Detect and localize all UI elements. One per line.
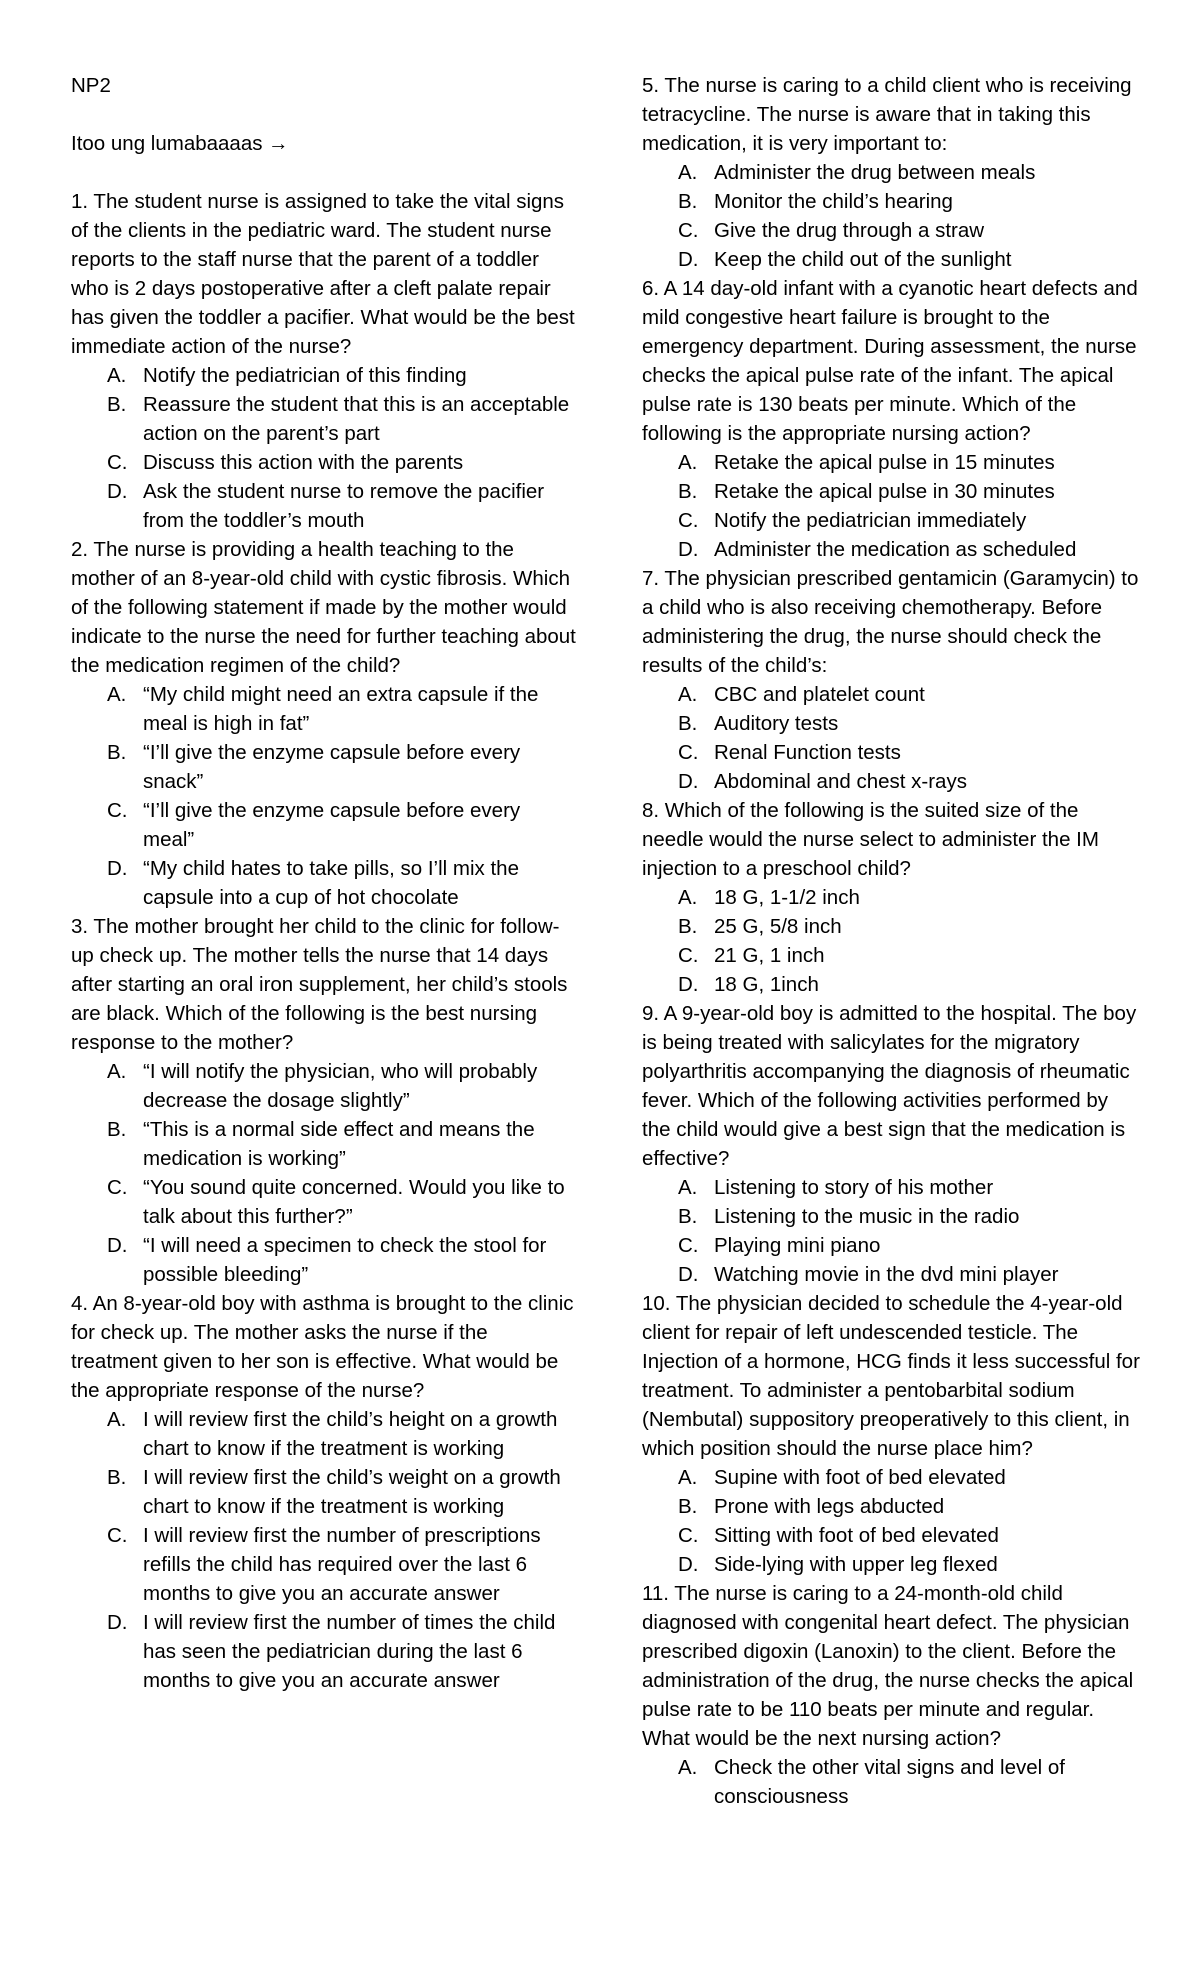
question-block (642, 796, 1142, 999)
option-letter: A. (107, 1408, 127, 1431)
option-text: 18 G, 1-1/2 inch (714, 886, 860, 909)
option-text: Reassure the student that this is an acceptable action on the parent’s part (143, 393, 570, 445)
question-stem: 3. The mother brought her child to the clinic for follow-up check up. The mother tells the nurse that 14 days after starting an oral iron supplement, her child’s stools are black. Which of the following is the best nursing response to the mother? (71, 915, 568, 1054)
option-letter: B. (678, 480, 698, 503)
right-column (642, 71, 1142, 1811)
option-letter: C. (678, 1524, 699, 1547)
left-question-list (71, 187, 576, 1695)
option-text: Prone with legs abducted (714, 1495, 945, 1518)
option-letter: B. (678, 915, 698, 938)
option-letter: D. (678, 248, 699, 271)
document-subtitle: Itoo ung lumabaaaas → (71, 132, 289, 155)
option-letter: C. (678, 219, 699, 242)
answer-option (71, 1115, 576, 1173)
answer-option (71, 680, 576, 738)
option-letter: A. (678, 1176, 698, 1199)
answer-option (642, 941, 1142, 970)
answer-option (642, 1202, 1142, 1231)
option-text: I will review first the number of prescriptions refills the child has required over the last 6 months to give you an accurate answer (143, 1524, 541, 1605)
option-text: I will review first the number of times the child has seen the pediatrician during the last 6 months to give you an accurate answer (143, 1611, 556, 1692)
option-text: 25 G, 5/8 inch (714, 915, 842, 938)
option-text: Supine with foot of bed elevated (714, 1466, 1006, 1489)
option-text: Side-lying with upper leg flexed (714, 1553, 998, 1576)
option-letter: C. (107, 1524, 128, 1547)
option-text: 21 G, 1 inch (714, 944, 825, 967)
question-block (642, 274, 1142, 564)
question-stem: 5. The nurse is caring to a child client who is receiving tetracycline. The nurse is aware that in taking this medication, it is very important to: (642, 74, 1132, 155)
option-letter: B. (107, 1118, 127, 1141)
question-block (642, 71, 1142, 274)
right-question-list (642, 71, 1142, 1811)
answer-option (642, 187, 1142, 216)
question-stem: 2. The nurse is providing a health teaching to the mother of an 8-year-old child with cystic fibrosis. Which of the following statement if made by the mother would indicate to the nurse the need for further teaching about the medication regimen of the child? (71, 538, 576, 677)
question-stem: 7. The physician prescribed gentamicin (Garamycin) to a child who is also receiving chemotherapy. Before administering the drug, the nurse should check the results of the child’s: (642, 567, 1139, 677)
option-letter: A. (107, 1060, 127, 1083)
option-text: Notify the pediatrician immediately (714, 509, 1027, 532)
option-letter: B. (678, 1205, 698, 1228)
option-text: Watching movie in the dvd mini player (714, 1263, 1059, 1286)
answer-option (71, 796, 576, 854)
option-letter: D. (107, 857, 128, 880)
option-letter: C. (107, 1176, 128, 1199)
option-letter: D. (107, 1234, 128, 1257)
left-column (71, 71, 576, 1695)
answer-option (71, 448, 576, 477)
option-text: “I will need a specimen to check the stool for possible bleeding” (143, 1234, 547, 1286)
option-text: Listening to story of his mother (714, 1176, 994, 1199)
option-text: CBC and platelet count (714, 683, 925, 706)
option-text: Check the other vital signs and level of consciousness (714, 1756, 1065, 1808)
answer-option (642, 1753, 1142, 1811)
option-text: I will review first the child’s height on a growth chart to know if the treatment is working (143, 1408, 558, 1460)
answer-option (71, 738, 576, 796)
option-text: “You sound quite concerned. Would you like to talk about this further?” (143, 1176, 565, 1228)
option-letter: C. (678, 741, 699, 764)
option-text: Administer the drug between meals (714, 161, 1036, 184)
option-text: “My child might need an extra capsule if the meal is high in fat” (143, 683, 539, 735)
option-letter: D. (678, 770, 699, 793)
question-block (71, 187, 576, 535)
option-letter: B. (107, 1466, 127, 1489)
answer-option (642, 477, 1142, 506)
option-letter: D. (107, 1611, 128, 1634)
answer-option (642, 245, 1142, 274)
question-block (71, 912, 576, 1289)
question-block (642, 1579, 1142, 1811)
option-text: Give the drug through a straw (714, 219, 985, 242)
option-text: Listening to the music in the radio (714, 1205, 1020, 1228)
option-text: 18 G, 1inch (714, 973, 819, 996)
answer-option (642, 912, 1142, 941)
answer-option (71, 854, 576, 912)
answer-option (71, 1463, 576, 1521)
question-block (642, 999, 1142, 1289)
option-text: “I will notify the physician, who will probably decrease the dosage slightly” (143, 1060, 538, 1112)
option-text: Renal Function tests (714, 741, 901, 764)
spacer (71, 158, 576, 187)
answer-option (642, 1231, 1142, 1260)
option-letter: A. (107, 364, 127, 387)
option-letter: B. (678, 190, 698, 213)
option-text: Sitting with foot of bed elevated (714, 1524, 999, 1547)
option-letter: C. (678, 944, 699, 967)
option-text: Playing mini piano (714, 1234, 881, 1257)
question-stem: 9. A 9-year-old boy is admitted to the hospital. The boy is being treated with salicylates for the migratory polyarthritis accompanying the diagnosis of rheumatic fever. Which of the following activities performed by the child would give a best sign that the medication is effective? (642, 1002, 1137, 1170)
option-text: Discuss this action with the parents (143, 451, 464, 474)
answer-option (642, 1550, 1142, 1579)
option-text: “I’ll give the enzyme capsule before every meal” (143, 799, 521, 851)
answer-option (71, 1521, 576, 1608)
option-letter: D. (107, 480, 128, 503)
option-letter: D. (678, 1263, 699, 1286)
answer-option (71, 1173, 576, 1231)
option-text: Abdominal and chest x-rays (714, 770, 967, 793)
option-letter: A. (678, 1466, 698, 1489)
option-text: “I’ll give the enzyme capsule before every snack” (143, 741, 521, 793)
option-text: Monitor the child’s hearing (714, 190, 953, 213)
answer-option (71, 1231, 576, 1289)
question-stem: 8. Which of the following is the suited size of the needle would the nurse select to administer the IM injection to a preschool child? (642, 799, 1099, 880)
option-letter: B. (107, 393, 127, 416)
option-letter: A. (678, 161, 698, 184)
answer-option (642, 767, 1142, 796)
option-text: “My child hates to take pills, so I’ll mix the capsule into a cup of hot chocolate (143, 857, 519, 909)
answer-option (642, 158, 1142, 187)
option-letter: C. (107, 451, 128, 474)
option-text: Keep the child out of the sunlight (714, 248, 1012, 271)
answer-option (71, 1405, 576, 1463)
answer-option (71, 477, 576, 535)
option-letter: B. (107, 741, 127, 764)
spacer (71, 100, 576, 129)
option-letter: C. (107, 799, 128, 822)
answer-option (642, 709, 1142, 738)
answer-option (71, 1608, 576, 1695)
option-letter: A. (678, 886, 698, 909)
question-stem: 4. An 8-year-old boy with asthma is brought to the clinic for check up. The mother asks the nurse if the treatment given to her son is effective. What would be the appropriate response of the nurse? (71, 1292, 574, 1402)
answer-option (642, 1492, 1142, 1521)
answer-option (642, 448, 1142, 477)
answer-option (642, 883, 1142, 912)
option-text: Retake the apical pulse in 15 minutes (714, 451, 1055, 474)
answer-option (642, 970, 1142, 999)
option-text: Ask the student nurse to remove the pacifier from the toddler’s mouth (143, 480, 545, 532)
option-text: I will review first the child’s weight on a growth chart to know if the treatment is working (143, 1466, 561, 1518)
option-letter: C. (678, 509, 699, 532)
answer-option (642, 216, 1142, 245)
answer-option (71, 1057, 576, 1115)
question-stem: 6. A 14 day-old infant with a cyanotic heart defects and mild congestive heart failure is brought to the emergency department. During assessment, the nurse checks the apical pulse rate of the infant. The apical pulse rate is 130 beats per minute. Which of the following is the appropriate nursing action? (642, 277, 1138, 445)
option-text: Retake the apical pulse in 30 minutes (714, 480, 1055, 503)
option-letter: A. (678, 451, 698, 474)
option-text: Auditory tests (714, 712, 839, 735)
option-letter: A. (678, 1756, 698, 1779)
option-text: “This is a normal side effect and means the medication is working” (143, 1118, 535, 1170)
answer-option (642, 1260, 1142, 1289)
answer-option (642, 1463, 1142, 1492)
option-text: Notify the pediatrician of this finding (143, 364, 467, 387)
question-block (71, 535, 576, 912)
answer-option (71, 361, 576, 390)
option-letter: D. (678, 973, 699, 996)
answer-option (642, 506, 1142, 535)
option-letter: A. (678, 683, 698, 706)
option-letter: B. (678, 1495, 698, 1518)
answer-option (642, 738, 1142, 767)
option-letter: D. (678, 538, 699, 561)
option-letter: C. (678, 1234, 699, 1257)
answer-option (71, 390, 576, 448)
question-block (642, 564, 1142, 796)
answer-option (642, 1173, 1142, 1202)
option-letter: D. (678, 1553, 699, 1576)
option-text: Administer the medication as scheduled (714, 538, 1077, 561)
option-letter: A. (107, 683, 127, 706)
question-stem: 10. The physician decided to schedule the 4-year-old client for repair of left undescended testicle. The Injection of a hormone, HCG finds it less successful for treatment. To administer a pentobarbital sodium (Nembutal) suppository preoperatively to this client, in which position should the nurse place him? (642, 1292, 1140, 1460)
answer-option (642, 680, 1142, 709)
question-stem: 1. The student nurse is assigned to take the vital signs of the clients in the pediatric ward. The student nurse reports to the staff nurse that the parent of a toddler who is 2 days postoperative after a cleft palate repair has given the toddler a pacifier. What would be the best immediate action of the nurse? (71, 190, 575, 358)
question-block (71, 1289, 576, 1695)
option-letter: B. (678, 712, 698, 735)
answer-option (642, 1521, 1142, 1550)
question-block (642, 1289, 1142, 1579)
document-title: NP2 (71, 74, 111, 97)
answer-option (642, 535, 1142, 564)
question-stem: 11. The nurse is caring to a 24-month-old child diagnosed with congenital heart defect. The physician prescribed digoxin (Lanoxin) to the client. Before the administration of the drug, the nurse checks the apical pulse rate to be 110 beats per minute and regular. What would be the next nursing action? (642, 1582, 1134, 1750)
